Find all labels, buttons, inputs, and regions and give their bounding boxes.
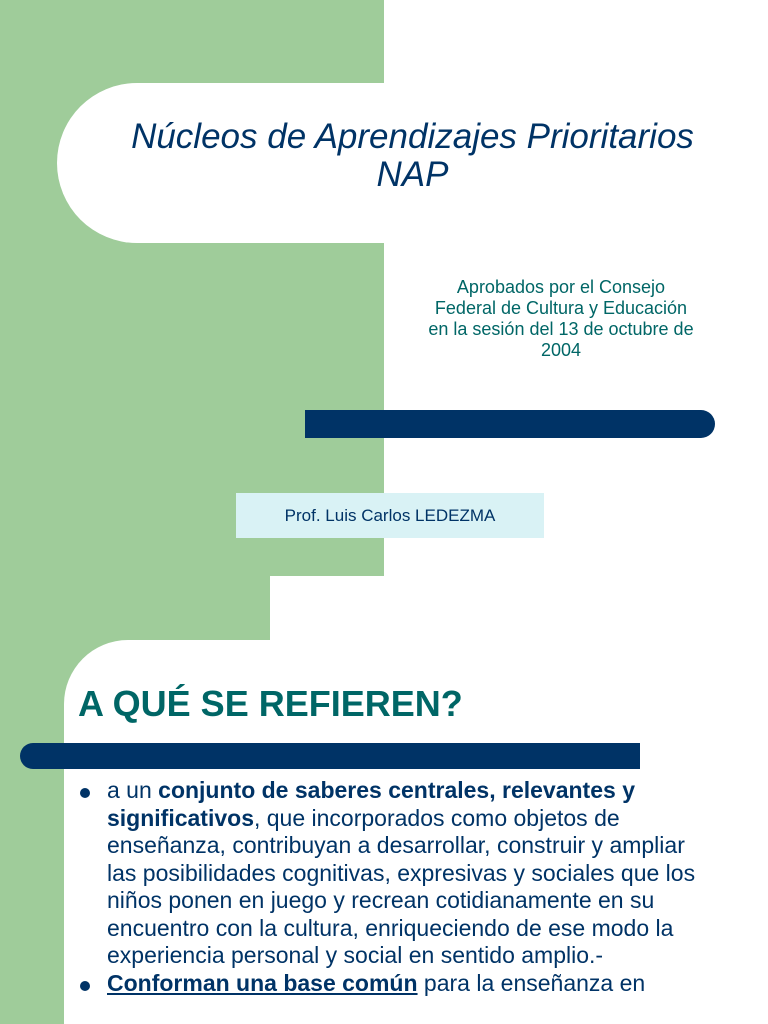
approval-note [398, 277, 724, 361]
slide-title [57, 118, 768, 194]
bullet-dot-icon [80, 788, 90, 798]
bullet-1-bold: conjunto de saberes centrales, relevantes y significativos [107, 777, 635, 831]
bullet-2-text: para la enseñanza en [417, 969, 646, 996]
bullet-1-text: , que incorporados como objetos de enseñanza, contribuyan a desarrollar, construir y ampliar las posibilidades cognitivas, expresivas y sociales que los niños ponen en juego y recrean cotidianamente en su encuentro con la cultura, enriqueciendo de ese modo la experiencia personal y social en sentido amplio.- [107, 804, 696, 968]
bullet-dot-icon [80, 981, 90, 991]
bullet-2-bold: Conforman una base común [107, 969, 418, 996]
bullet-1-prefix: a un [107, 777, 159, 803]
approval-line-2: Federal de Cultura y Educación [434, 298, 688, 318]
approval-line-3: en la sesión del 13 de octubre de [428, 319, 694, 339]
navy-divider-bar [305, 410, 715, 438]
author-name: Prof. Luis Carlos LEDEZMA [284, 505, 496, 525]
bullet-item [78, 777, 718, 970]
title-line-2: NAP [376, 155, 449, 194]
slide-heading: A QUÉ SE REFIEREN? [78, 683, 463, 724]
title-line-1: Núcleos de Aprendizajes Prioritarios [131, 117, 694, 156]
approval-line-1: Aprobados por el Consejo [456, 277, 666, 297]
bullet-list [78, 777, 718, 997]
approval-line-4: 2004 [540, 340, 582, 360]
navy-divider-bar [20, 743, 640, 769]
slide-2 [0, 576, 768, 1024]
author-box [236, 493, 544, 538]
bullet-item [78, 970, 718, 998]
